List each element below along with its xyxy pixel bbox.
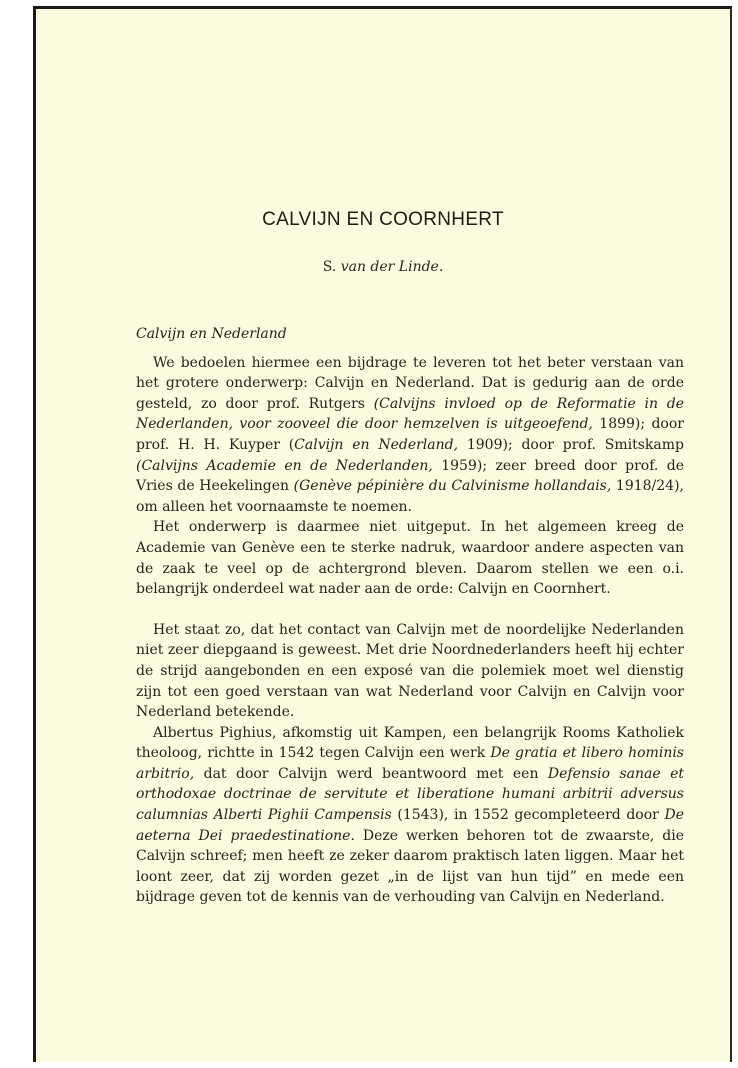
article-title: CALVIJN EN COORNHERT — [262, 209, 504, 230]
paragraph-4 — [136, 723, 684, 908]
italic-run: Defensio sanae et orthodoxae doctrinae de servitute et liberatione humani arbitrii adversus calumnias Alberti Pighii Campensis — [136, 765, 684, 824]
italic-run: (Calvijns Academie en de Nederlanden, — [136, 457, 433, 474]
italic-run: (Calvijns invloed op de Reformatie in de Nederlanden, voor zooveel die door hemzelven is uitgeoefend, — [136, 395, 685, 433]
document-page — [33, 6, 732, 1062]
text-run: Deze werken behoren tot de zwaarste, die Calvijn schreef; men heeft ze zeker daarom praktisch laten liggen. Maar het loont zeer, dat zij worden gezet „in de lijst van hun tijd” en mede een bijdrage geven tot de kennis van de verhouding van Calvijn en Nederland. — [136, 827, 684, 906]
text-run: dat door Calvijn werd beantwoord met een — [194, 765, 548, 782]
paragraph-2 — [136, 517, 684, 599]
paragraph-1 — [136, 353, 684, 518]
author-byline — [36, 259, 730, 275]
italic-run: Calvijn en Nederland, — [294, 436, 459, 453]
author-initial: S. — [322, 259, 337, 275]
text-run: Albertus Pighius, afkomstig uit Kampen, een belangrijk Rooms Katholiek theoloog, richtte in 1542 tegen Calvijn een werk — [136, 724, 684, 762]
text-run: 1959); zeer breed door prof. de Vries de Heekelingen — [136, 457, 684, 495]
text-run: Het staat zo, dat het contact van Calvijn met de noordelijke Nederlanden niet zeer diepgaand is geweest. Met drie Noordnederlanders heeft hij echter de strijd aangebonden en een exposé van die polemiek moet wel dienstig zijn tot een goed verstaan van wat Nederland voor Calvijn en Calvijn voor Nederland betekende. — [136, 621, 684, 721]
text-run: (1543), in 1552 gecompleteerd door — [391, 807, 665, 824]
text-run: 1918/24), om alleen het voornaamste te noemen. — [136, 478, 685, 515]
section-heading: Calvijn en Nederland — [136, 326, 287, 342]
text-run: We bedoelen hiermee een bijdrage te leveren tot het beter verstaan van het grotere onderwerp: Calvijn en Nederland. Dat is gedurig aan de orde gesteld, zo door prof. Rutgers — [136, 354, 684, 412]
italic-run: De aeterna Dei praedestinatione. — [136, 807, 684, 844]
text-run: Het onderwerp is daarmee niet uitgeput. In het algemeen kreeg de Academie van Genève een te sterke nadruk, waardoor andere aspecten van de zaak te veel op de achtergrond bleven. Daarom stellen we een o.i. belangrijk onderdeel wat nader aan de orde: Calvijn en Coornhert. — [136, 519, 684, 598]
article-body — [136, 324, 684, 908]
text-run: 1899); door prof. H. H. Kuyper ( — [136, 416, 684, 453]
author-name: van der Linde. — [340, 259, 444, 275]
text-run: 1909); door prof. Smitskamp — [458, 436, 684, 453]
italic-run: (Genève pépinière du Calvinisme hollandais, — [293, 478, 612, 495]
italic-run: De gratia et libero hominis arbitrio, — [136, 745, 684, 782]
paragraph-3 — [136, 620, 684, 723]
